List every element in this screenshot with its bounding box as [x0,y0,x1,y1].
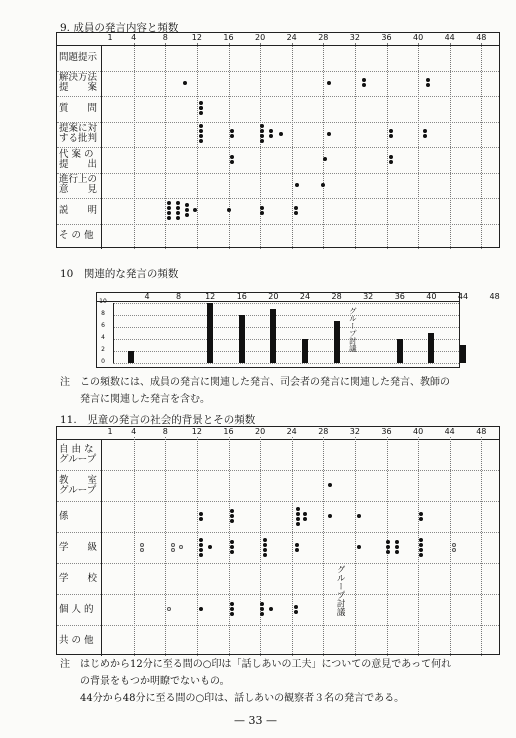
grid-line-horizontal [113,327,459,328]
header-rule [57,45,499,46]
tick-label: 4 [131,33,137,42]
header-rule [57,439,499,440]
group-discussion-label: グループ討議 [335,565,346,616]
frequency-circle [452,543,456,547]
section-11-note-line: の背景をもつか明瞭でないもの。 [60,676,230,687]
frequency-dot [389,129,393,133]
frequency-dot [199,512,203,516]
frequency-dot [230,602,234,606]
row-label [57,96,101,122]
row-label-line: 提案に対 [59,123,98,135]
frequency-dot [357,514,361,518]
grid-line-horizontal [57,563,499,564]
grid-line-vertical [197,43,198,249]
frequency-dot [328,483,332,487]
row-label-line: 提 出 [59,158,98,170]
frequency-dot [230,550,234,554]
row-label-line: 個 人 的 [59,603,94,615]
tick-label: 32 [349,427,360,436]
frequency-dot [263,543,267,547]
frequency-dot [295,548,299,552]
section-11-note-line: 注 はじめから12分に至る間の○印は「話しあいの工夫」についての意見であって何れ [60,659,452,670]
frequency-dot [176,211,180,215]
row-label-line: する批判 [59,133,98,145]
row-label-line: 教 室 [59,474,98,486]
tick-label: 12 [191,33,202,42]
grid-line-horizontal [57,173,499,174]
frequency-dot [167,206,171,210]
frequency-dot [199,106,203,110]
tick-label: 16 [236,292,247,301]
grid-line-horizontal [57,147,499,148]
frequency-dot [294,610,298,614]
tick-label: 44 [444,427,455,436]
row-label-line: 質 問 [59,102,98,114]
grid-line-horizontal [113,363,459,364]
frequency-dot [296,507,300,511]
row-label-line: 解決方法 [59,72,98,84]
row-label-line: 説 明 [59,204,98,216]
tick-label: 20 [255,33,266,42]
grid-line-horizontal [57,71,499,72]
section-11-note [60,656,451,707]
tick-label: 48 [476,427,487,436]
frequency-dot [269,134,273,138]
row-label-line: 問題提示 [59,51,98,63]
frequency-dot [230,509,234,513]
grid-line-horizontal [113,303,459,304]
frequency-dot [269,607,273,611]
tick-label: 4 [131,427,137,436]
frequency-dot [185,213,189,217]
frequency-dot [230,129,234,133]
tick-label: 8 [162,33,168,42]
tick-label: 12 [205,292,216,301]
frequency-dot [230,514,234,518]
row-label-line: グループ [59,484,97,496]
frequency-dot [419,512,423,516]
frequency-dot [395,540,399,544]
frequency-dot [185,208,189,212]
row-label [57,71,101,97]
frequency-dot [176,201,180,205]
row-label-line: そ の 他 [59,230,94,242]
frequency-dot [263,553,267,557]
frequency-dot [199,548,203,552]
grid-line-vertical [134,43,135,249]
frequency-dot [176,216,180,220]
grid-line-horizontal [57,198,499,199]
row-label [57,122,101,148]
frequency-dot [260,206,264,210]
tick-label: 8 [176,292,182,301]
frequency-dot [230,607,234,611]
row-label [57,532,101,563]
frequency-dot [199,139,203,143]
tick-label: 24 [286,33,297,42]
frequency-dot [395,550,399,554]
frequency-dot [199,124,203,128]
section-9-table [56,32,500,248]
row-label [57,45,101,71]
bar [302,339,308,363]
tick-label: 20 [268,292,279,301]
grid-line-vertical [450,43,451,249]
frequency-circle [140,548,144,552]
frequency-dot [386,550,390,554]
grid-line-vertical [260,43,261,249]
frequency-dot [208,545,212,549]
y-axis [113,303,114,363]
frequency-dot [323,157,327,161]
tick-label: 24 [286,427,297,436]
frequency-dot [269,129,273,133]
row-label [57,173,101,199]
section-10-note-line: 発言に関連した発言を含む。 [60,394,210,405]
frequency-dot [227,208,231,212]
frequency-circle [171,548,175,552]
bar [334,321,340,363]
grid-line-horizontal [113,351,459,352]
section-10-title: 10 関連的な発言の頻数 [60,268,179,280]
frequency-dot [260,129,264,133]
y-tick-label: 4 [101,334,105,341]
row-label [57,594,101,625]
tick-label: 24 [299,292,311,301]
frequency-dot [321,183,325,187]
grid-line-horizontal [57,96,499,97]
grid-line-vertical [229,43,230,249]
tick-label: 4 [144,292,150,301]
frequency-dot [199,538,203,542]
frequency-dot [199,607,203,611]
grid-line-vertical [292,43,293,249]
frequency-dot [263,548,267,552]
group-discussion-label: グループ討議 [348,307,358,352]
grid-line-vertical [323,43,324,249]
bar [270,309,276,363]
frequency-dot [230,134,234,138]
bar [428,333,434,363]
frequency-dot [419,553,423,557]
row-label-line: 学 校 [59,572,98,584]
grid-line-vertical [165,43,166,249]
grid-line-horizontal [57,224,499,225]
tick-label: 32 [349,33,360,42]
tick-label: 36 [381,33,392,42]
grid-line-horizontal [57,470,499,471]
frequency-dot [328,514,332,518]
frequency-dot [230,545,234,549]
section-10-note-line: 注 この頻数には、成員の発言に関連した発言、司会者の発言に関連した発言、教師の [60,377,450,388]
row-label-line: グループ [59,453,97,465]
row-label [57,147,101,173]
frequency-circle [179,545,183,549]
tick-label: 40 [413,427,424,436]
y-tick-label: 6 [101,322,105,329]
grid-line-horizontal [57,594,499,595]
grid-line-horizontal [57,625,499,626]
tick-label: 8 [162,427,168,436]
frequency-dot [419,543,423,547]
frequency-dot [419,517,423,521]
frequency-dot [230,612,234,616]
tick-label: 40 [413,33,424,42]
row-label-line: 学 級 [59,541,98,553]
bar [239,315,245,363]
tick-label: 1 [107,427,113,436]
tick-label: 28 [318,427,329,436]
frequency-dot [295,183,299,187]
tick-label: 28 [331,292,342,301]
grid-line-horizontal [113,339,459,340]
frequency-dot [167,211,171,215]
y-tick-label: 8 [101,310,105,317]
row-label-line: 係 [59,510,69,522]
frequency-dot [389,160,393,164]
frequency-dot [260,607,264,611]
frequency-dot [260,124,264,128]
frequency-dot [303,512,307,516]
row-label [57,501,101,532]
frequency-dot [386,540,390,544]
y-tick-label: 0 [101,358,105,365]
tick-label: 32 [363,292,374,301]
frequency-dot [199,101,203,105]
frequency-dot [362,83,366,87]
frequency-dot [230,540,234,544]
bar [397,339,403,363]
frequency-dot [199,543,203,547]
tick-label: 16 [223,33,234,42]
frequency-dot [419,538,423,542]
frequency-dot [167,201,171,205]
frequency-dot [230,155,234,159]
frequency-dot [419,548,423,552]
tick-label: 16 [223,427,234,436]
frequency-dot [260,134,264,138]
frequency-dot [294,605,298,609]
frequency-dot [263,538,267,542]
tick-label: 1 [107,33,113,42]
row-label [57,625,101,656]
frequency-circle [452,548,456,552]
tick-label: 20 [255,427,266,436]
grid-line-vertical [355,43,356,249]
tick-label: 36 [394,292,405,301]
frequency-dot [426,83,430,87]
frequency-dot [199,129,203,133]
frequency-dot [230,519,234,523]
row-label-line: 代 案 の [59,148,94,160]
grid-line-horizontal [57,501,499,502]
frequency-dot [303,517,307,521]
frequency-dot [260,139,264,143]
frequency-circle [171,543,175,547]
tick-label: 48 [489,292,500,301]
grid-line-horizontal [57,122,499,123]
tick-label: 44 [444,33,455,42]
row-label-line: 提 案 [59,82,98,94]
frequency-dot [327,81,331,85]
row-label [57,439,101,470]
frequency-dot [260,612,264,616]
frequency-dot [395,545,399,549]
section-11-note-line: 44分から48分に至る間の○印は、話しあいの観察者３名の発言である。 [60,693,405,704]
y-tick-label: 2 [101,346,105,353]
section-11-table [56,426,500,655]
frequency-dot [423,129,427,133]
tick-label: 48 [476,33,487,42]
grid-line-horizontal [57,532,499,533]
frequency-dot [389,155,393,159]
section-10-bar-chart [96,292,500,368]
section-9-title: 9. 成員の発言内容と頻数 [60,22,179,34]
frequency-dot [296,512,300,516]
frequency-dot [426,78,430,82]
frequency-dot [199,553,203,557]
section-10-note [60,374,450,408]
bar [207,303,213,363]
frequency-circle [140,543,144,547]
frequency-dot [386,545,390,549]
row-label [57,224,101,250]
frequency-dot [230,160,234,164]
frequency-dot [294,206,298,210]
grid-line-vertical [481,43,482,249]
frequency-dot [185,203,189,207]
tick-label: 36 [381,427,392,436]
y-tick-label: 10 [99,298,107,305]
tick-label: 12 [191,427,202,436]
frequency-dot [176,206,180,210]
frequency-dot [199,134,203,138]
frequency-dot [389,134,393,138]
frequency-dot [167,216,171,220]
frequency-dot [279,132,283,136]
row-label [57,563,101,594]
row-label-line: 共 の 他 [59,634,94,646]
header-rule [97,301,459,302]
frequency-dot [362,78,366,82]
frequency-dot [423,134,427,138]
frequency-dot [296,517,300,521]
frequency-dot [327,132,331,136]
tick-label: 44 [457,292,469,301]
frequency-dot [260,211,264,215]
frequency-dot [357,545,361,549]
frequency-dot [294,211,298,215]
frequency-dot [199,111,203,115]
page-number: — 33 — [234,714,277,727]
frequency-dot [260,602,264,606]
frequency-circle [167,607,171,611]
row-label-line: 意 見 [59,184,98,196]
frequency-dot [183,81,187,85]
frequency-dot [199,517,203,521]
row-label [57,198,101,224]
row-label [57,470,101,501]
row-label-line: 進行上の [59,174,98,186]
bar [128,351,134,363]
grid-line-horizontal [113,315,459,316]
tick-label: 40 [426,292,437,301]
tick-label: 28 [318,33,329,42]
label-divider [101,439,102,656]
frequency-dot [295,543,299,547]
row-label-line: 自 由 な [59,443,94,455]
bar [460,345,466,363]
frequency-dot [296,522,300,526]
section-11-title: 11. 児童の発言の社会的背景とその頻数 [60,414,256,426]
grid-line-vertical [387,43,388,249]
grid-line-vertical [418,43,419,249]
